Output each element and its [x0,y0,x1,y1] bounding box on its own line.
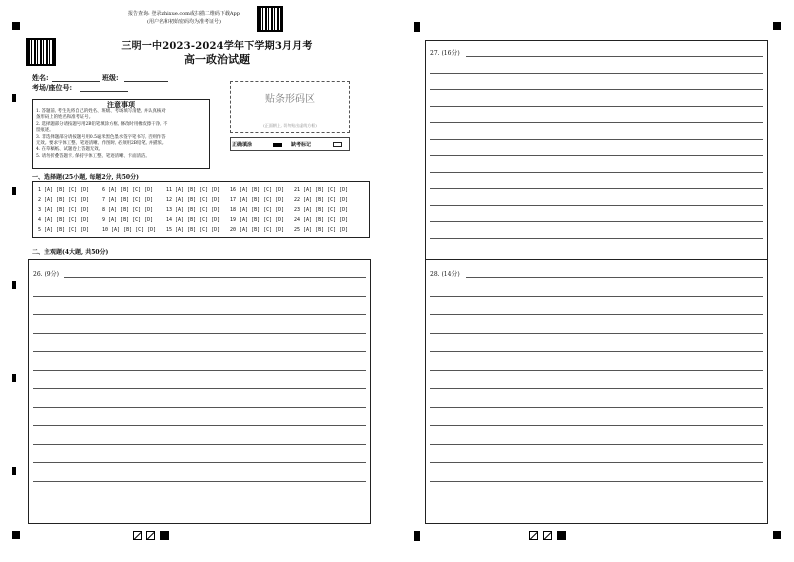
answer-line[interactable] [430,106,763,107]
exam-subtitle: 高一政治试题 [184,53,250,66]
choice-item[interactable]: 3 [A] [B] [C] [D] [38,207,90,213]
note-line: 条形码上的姓名和准考证号。 [36,115,94,121]
timing-mark [12,467,16,475]
answer-line[interactable] [430,205,763,206]
choice-row [38,227,358,233]
choice-item[interactable]: 22 [A] [B] [C] [D] [294,197,349,203]
seat-label: 考场/座位号: [32,83,73,92]
answer-line[interactable] [430,444,763,445]
answer-line[interactable] [33,425,366,426]
timing-mark [12,94,16,102]
answer-line[interactable] [430,462,763,463]
exam-title: 三明一中2023-2024学年下学期3月月考 [121,41,313,52]
note-line: 无效。要求字体工整、笔迹清晰。作图时, 必须用2B铅笔, 并描浓。 [36,141,167,147]
page-mark-box [529,531,538,540]
page-mark-box [146,531,155,540]
registration-mark [12,531,20,539]
answer-line[interactable] [33,333,366,334]
answer-line[interactable] [430,314,763,315]
answer-line[interactable] [430,238,763,239]
choice-item[interactable]: 6 [A] [B] [C] [D] [102,187,154,193]
timing-mark [12,281,16,289]
name-field[interactable] [52,81,100,82]
answer-line[interactable] [430,425,763,426]
answer-line[interactable] [33,444,366,445]
q28-answer-box[interactable] [425,259,768,524]
barcode-note: (正面朝上, 切勿贴出虚线方框) [263,123,317,128]
answer-line[interactable] [430,351,763,352]
answer-line[interactable] [430,370,763,371]
choice-item[interactable]: 18 [A] [B] [C] [D] [230,207,285,213]
section1-title: 一、选择题(25小题, 每题2分, 共50分) [32,174,139,181]
choice-item[interactable]: 14 [A] [B] [C] [D] [166,217,221,223]
note-line: 留痕迹。 [36,128,54,134]
barcode-footer-box [230,137,350,151]
choice-item[interactable]: 16 [A] [B] [C] [D] [230,187,285,193]
answer-line[interactable] [33,462,366,463]
page-mark-box [160,531,169,540]
answer-line[interactable] [430,155,763,156]
choice-row [38,187,358,193]
answer-line[interactable] [430,73,763,74]
registration-mark [12,22,20,30]
choice-item[interactable]: 17 [A] [B] [C] [D] [230,197,285,203]
choice-item[interactable]: 11 [A] [B] [C] [D] [166,187,221,193]
answer-line[interactable] [33,481,366,482]
note-line: 3. 非选择题部分请按题号用0.5毫米黑色墨水签字笔书写, 否则作答 [36,134,166,140]
answer-line[interactable] [430,333,763,334]
choice-row [38,217,358,223]
class-field[interactable] [124,81,168,82]
note-line: 2. 选择题部分请按题号用2B铅笔填涂方框, 修改时用橡皮擦干净, 不 [36,121,168,127]
q26-label: 26. (9分) [33,271,59,278]
choice-item[interactable]: 24 [A] [B] [C] [D] [294,217,349,223]
choice-item[interactable]: 23 [A] [B] [C] [D] [294,207,349,213]
registration-mark [773,531,781,539]
app-qr-code [257,6,283,32]
choice-row [38,207,358,213]
choice-item[interactable]: 13 [A] [B] [C] [D] [166,207,221,213]
answer-line[interactable] [430,388,763,389]
note-line: 1. 答题前, 考生先将自己的姓名、班级、考场填写清楚, 并认真核对 [36,109,166,114]
q26-answer-box[interactable] [28,259,371,524]
choice-item[interactable]: 1 [A] [B] [C] [D] [38,187,90,193]
answer-line[interactable] [64,277,366,278]
answer-line[interactable] [430,172,763,173]
registration-mark [414,531,420,541]
choice-item[interactable]: 8 [A] [B] [C] [D] [102,207,154,213]
answer-line[interactable] [430,296,763,297]
answer-line[interactable] [466,56,763,57]
choice-item[interactable]: 5 [A] [B] [C] [D] [38,227,90,233]
choice-item[interactable]: 7 [A] [B] [C] [D] [102,197,154,203]
choice-item[interactable]: 4 [A] [B] [C] [D] [38,217,90,223]
page-mark-box [557,531,566,540]
note-line: 4. 在草稿纸、试题卷上答题无效。 [36,147,104,153]
barcode-label: 贴条形码区 [265,94,315,105]
notes-heading: 注意事项 [107,100,135,109]
page-mark-box [133,531,142,540]
name-label: 姓名: [32,73,49,82]
registration-mark [414,22,420,32]
note-line: 5. 请勿折叠答题卡, 保持字体工整、笔迹清晰、卡面清洁。 [36,153,150,159]
login-notice: (用户名和初始密码均为准考证号) [147,19,221,25]
answer-line[interactable] [33,407,366,408]
fill-sample-label: 正确填涂 [232,142,253,148]
choice-item[interactable]: 25 [A] [B] [C] [D] [294,227,349,233]
answer-line[interactable] [33,296,366,297]
answer-line[interactable] [466,277,763,278]
answer-line[interactable] [33,351,366,352]
choice-row [38,197,358,203]
choice-item[interactable]: 15 [A] [B] [C] [D] [166,227,221,233]
answer-line[interactable] [430,89,763,90]
choice-item[interactable]: 9 [A] [B] [C] [D] [102,217,154,223]
answer-line[interactable] [33,388,366,389]
student-qr-code [26,38,56,66]
choice-item[interactable]: 10 [A] [B] [C] [D] [102,227,157,233]
registration-mark [773,22,781,30]
report-notice: 报告查询: 登录zhixue.com或扫描二维码下载App [128,11,240,17]
class-label: 班级: [102,73,119,82]
notes-list [36,109,208,160]
choice-item[interactable]: 21 [A] [B] [C] [D] [294,187,349,193]
answer-line[interactable] [430,221,763,222]
answer-line[interactable] [430,122,763,123]
answer-line[interactable] [430,407,763,408]
choice-item[interactable]: 12 [A] [B] [C] [D] [166,197,221,203]
q28-label: 28. (14分) [430,271,460,278]
page-mark-box [543,531,552,540]
choice-item[interactable]: 20 [A] [B] [C] [D] [230,227,285,233]
answer-line[interactable] [33,370,366,371]
answer-line[interactable] [430,139,763,140]
choice-item[interactable]: 2 [A] [B] [C] [D] [38,197,90,203]
answer-line[interactable] [430,188,763,189]
answer-line[interactable] [33,314,366,315]
answer-line[interactable] [430,481,763,482]
timing-mark [12,187,16,195]
section2-title: 二、主观题(4大题, 共50分) [32,249,109,256]
timing-mark [12,374,16,382]
q27-label: 27. (16分) [430,50,460,57]
choice-item[interactable]: 19 [A] [B] [C] [D] [230,217,285,223]
missing-mark-label: 缺考标记 [291,142,312,148]
seat-field[interactable] [80,91,128,92]
